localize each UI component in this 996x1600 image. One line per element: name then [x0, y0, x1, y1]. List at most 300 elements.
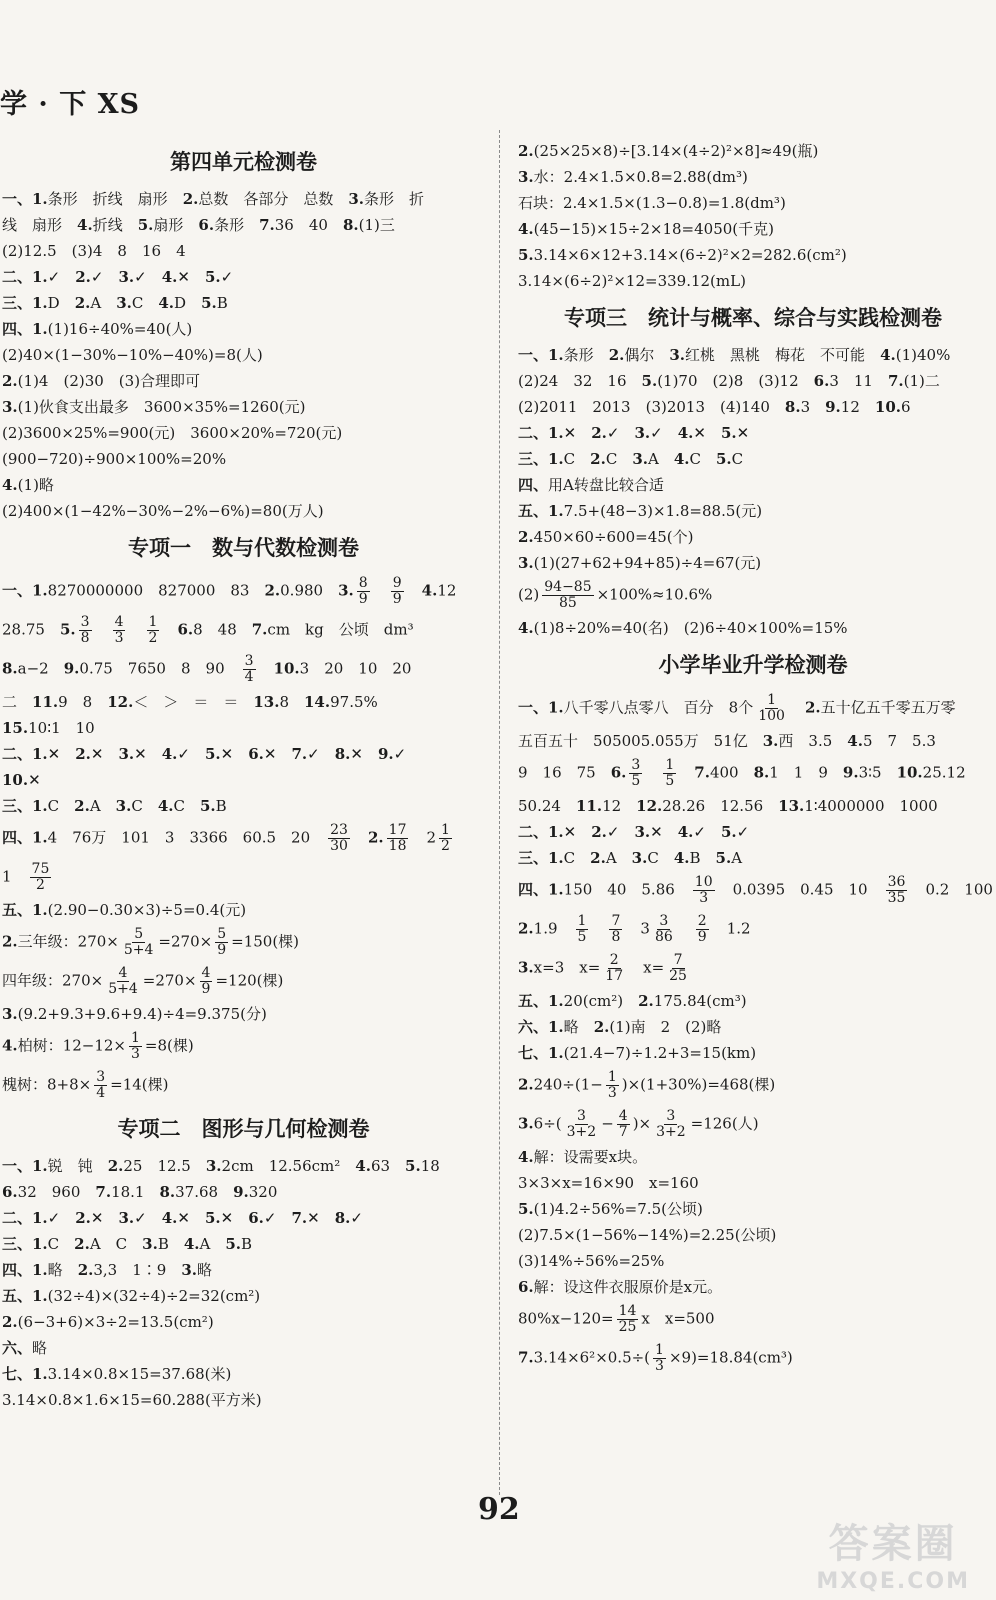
question-number: 三、1. [2, 294, 48, 312]
fraction [387, 823, 409, 854]
question-number: 7. [694, 763, 710, 782]
answer-line [2, 1387, 485, 1413]
answer-text: ×9)=18.84(cm³) [668, 1348, 793, 1367]
question-number: 11. [575, 797, 603, 815]
question-number: 8. [334, 1209, 351, 1227]
question-number: 5. [405, 1157, 421, 1175]
answer-text: =8(棵) [144, 1036, 194, 1055]
answer-text: (1)略 [17, 476, 54, 494]
answer-line [2, 498, 485, 524]
fraction [609, 914, 622, 945]
fraction [30, 862, 52, 893]
question-number: 2. [591, 823, 607, 841]
fraction [200, 966, 213, 997]
answer-line [518, 1014, 988, 1040]
answer-text: (2.90−0.30×3)÷5=0.4(元) [47, 901, 247, 919]
question-number: 4. [2, 1036, 18, 1055]
answer-line [2, 1001, 485, 1027]
fraction-denominator: 3+2 [566, 1124, 597, 1140]
answer-text: B [157, 1235, 184, 1253]
answer-text: 略 [47, 1261, 78, 1279]
fraction-numerator: 3 [666, 1108, 676, 1124]
fraction [79, 615, 92, 646]
fraction-numerator: 5 [217, 926, 227, 942]
answer-line [2, 715, 485, 741]
answer-text: 3 20 10 20 [299, 659, 412, 678]
answer-text: ✓ [606, 823, 635, 841]
answer-text: ✕ [693, 424, 721, 442]
answer-text [591, 920, 606, 938]
fraction-denominator: 7 [618, 1124, 628, 1140]
answer-text: 五百五十 505005.055万 51亿 [518, 732, 763, 750]
answer-text: C [689, 450, 716, 468]
answer-text [162, 621, 177, 639]
answer-text: 175.84(cm³) [653, 992, 747, 1010]
answer-text: 解：设这件衣服原价是x元。 [533, 1278, 723, 1296]
fraction-numerator: 8 [358, 575, 368, 591]
answer-text: D [47, 294, 75, 312]
answer-text: 略 [196, 1261, 212, 1279]
question-number: 5. [205, 268, 221, 286]
question-number: 2. [182, 190, 199, 208]
answer-text: (45−15)×15÷2×18=4050(千克) [533, 220, 774, 238]
answer-text [790, 699, 805, 717]
answer-text [259, 660, 274, 678]
answer-text: (1)二 [903, 372, 940, 390]
answer-line [2, 819, 485, 858]
answer-text: C [131, 797, 158, 815]
answer-text: ✕ [177, 268, 205, 286]
answer-text: 32 960 [17, 1183, 96, 1201]
answer-text: C [605, 450, 633, 468]
answer-text: ✓ [393, 745, 407, 763]
fraction-numerator: 9 [392, 575, 402, 591]
fraction [606, 1070, 619, 1101]
answer-line [518, 871, 993, 910]
question-number: 3. [2, 398, 18, 416]
question-number: 4. [518, 619, 534, 637]
answer-text: 1.2 [711, 919, 751, 938]
question-number: 8. [2, 659, 18, 678]
fraction [886, 875, 908, 906]
fraction [654, 1109, 688, 1140]
answer-line [2, 472, 485, 498]
question-number: 3. [115, 797, 132, 815]
answer-text: ✕ [307, 1209, 335, 1227]
fraction-denominator: 3 [114, 630, 124, 646]
question-number: 2. [518, 528, 534, 546]
question-number: 4. [518, 220, 534, 238]
fraction [667, 953, 689, 984]
fraction-numerator: 5 [134, 926, 144, 942]
answer-text: 80%x−120= [518, 1309, 614, 1328]
fraction [653, 1343, 666, 1374]
answer-line [518, 498, 988, 524]
answer-text: 三年级：270× [17, 932, 119, 951]
fraction-numerator: 3 [244, 653, 254, 669]
answer-text: ✓ [220, 268, 234, 286]
answer-line [2, 897, 485, 923]
question-number: 3. [632, 450, 648, 468]
answer-text: 37.68 [175, 1183, 234, 1201]
answer-text: 柏树：12−12× [17, 1036, 126, 1055]
question-number: 五、1. [2, 901, 48, 919]
question-number: 8. [753, 763, 770, 782]
answer-text: (1)40% [895, 346, 951, 364]
fraction-denominator: 3+2 [656, 1124, 686, 1140]
fraction [617, 1304, 639, 1335]
fraction-denominator: 2 [36, 877, 45, 893]
answer-text: (2)400×(1−42%−30%−2%−6%)=80(万人) [2, 502, 324, 520]
fraction-numerator: 4 [118, 965, 128, 981]
question-number: 2. [518, 1075, 534, 1094]
fraction [215, 927, 228, 958]
answer-text: 3 11 [829, 372, 888, 390]
answer-text: x= [628, 958, 665, 977]
fraction-denominator: 9 [697, 929, 707, 945]
question-number: 3. [142, 1235, 158, 1253]
answer-text: C [47, 1235, 75, 1253]
answer-text: =270× [142, 971, 197, 990]
answer-text: 50.24 [518, 797, 576, 815]
answer-text: 400 [709, 763, 754, 782]
answer-line [518, 446, 988, 472]
answer-text: 略 [32, 1339, 48, 1357]
question-number: 9. [63, 659, 80, 678]
answer-text: ✕ [177, 1209, 205, 1227]
answer-text: 3 [800, 398, 826, 416]
answer-text: 12 [602, 797, 637, 815]
fraction-denominator: 85 [559, 595, 577, 611]
question-number: 6. [813, 372, 830, 390]
question-number: 6. [610, 763, 627, 782]
fraction [122, 927, 156, 958]
question-number: 3. [518, 554, 534, 572]
answer-text: ✕ [650, 823, 678, 841]
fraction-denominator: 5+4 [123, 942, 154, 958]
answer-line [2, 212, 485, 238]
answer-line [2, 420, 485, 446]
question-number: 3. [338, 581, 354, 600]
answer-line [518, 728, 988, 754]
question-number: 3. [518, 1114, 534, 1133]
question-number: 5. [518, 1200, 534, 1218]
fraction-denominator: 17 [605, 968, 624, 984]
question-number: 2. [804, 698, 821, 717]
answer-line [2, 316, 485, 342]
fraction-denominator: 3 [607, 1085, 617, 1101]
answer-text: (900−720)÷900×100%=20% [2, 450, 227, 468]
question-number: 12. [107, 693, 134, 711]
question-number: 3. [118, 1209, 135, 1227]
fraction-numerator: 2 [697, 913, 707, 929]
question-number: 3. [118, 745, 135, 763]
question-number: 一、1. [518, 346, 564, 364]
question-number: 2. [518, 142, 534, 160]
answer-text: 3.14×0.8×15=37.68(米) [47, 1365, 232, 1383]
answer-text: (9.2+9.3+9.6+9.4)÷4=9.375(分) [17, 1005, 267, 1023]
answer-text: 用A转盘比较合适 [548, 476, 664, 494]
answer-line [2, 1205, 485, 1231]
fraction-numerator: 94−85 [544, 579, 592, 595]
answer-text: 28.75 [2, 620, 60, 639]
question-number: 2. [77, 1261, 94, 1279]
question-number: 4. [673, 450, 690, 468]
answer-text: 3×3×x=16×90 x=160 [518, 1174, 699, 1192]
question-number: 10. [874, 398, 901, 416]
question-number: 七、1. [2, 1365, 48, 1383]
question-number: 4. [161, 745, 178, 763]
answer-text [678, 920, 693, 938]
answer-text: 线 扇形 [2, 216, 78, 234]
question-number: 4. [77, 216, 93, 234]
answer-line [518, 576, 988, 615]
answer-text: ✓ [606, 424, 635, 442]
answer-text: 150 40 5.86 [563, 880, 690, 899]
answer-text: (2) [518, 585, 540, 604]
question-number: 3. [669, 346, 686, 364]
fraction-denominator: 100 [758, 708, 785, 724]
question-number: 4. [161, 268, 178, 286]
question-number: 5. [199, 797, 216, 815]
answer-text: 9 16 75 [518, 763, 611, 782]
question-number: 4. [157, 797, 174, 815]
answer-text: ✕ [736, 424, 750, 442]
answer-line [518, 1170, 988, 1196]
fraction-denominator: 30 [330, 838, 348, 854]
fraction [756, 693, 787, 724]
answer-text: ✓ [47, 268, 76, 286]
question-number: 5. [715, 450, 732, 468]
watermark-logo [816, 1512, 970, 1594]
answer-text: 1.9 [533, 919, 573, 938]
question-number: 5. [201, 294, 217, 312]
question-number: 12. [636, 797, 663, 815]
page-number: 92 [478, 1492, 520, 1527]
answer-text: B [689, 849, 716, 867]
answer-text: =126(人) [690, 1114, 759, 1133]
answer-line [2, 962, 485, 1001]
answer-line [2, 793, 485, 819]
fraction-numerator: 7 [611, 913, 621, 929]
answer-text: 1 1 9 [769, 763, 843, 782]
question-number: 2. [591, 424, 607, 442]
answer-text: =150(棵) [231, 932, 300, 951]
question-number: 2. [74, 294, 91, 312]
answer-line [2, 650, 485, 689]
fraction [693, 875, 715, 906]
answer-text: ✓ [134, 1209, 162, 1227]
answer-text: ✓ [177, 745, 205, 763]
answer-line [518, 845, 988, 871]
answer-text: ✕ [220, 1209, 249, 1227]
answer-text: 四年级：270× [2, 971, 104, 990]
question-number: 四、 [518, 476, 549, 494]
answer-text: 略 [563, 1018, 594, 1036]
question-number: 10. [2, 771, 29, 789]
fraction-numerator: 75 [31, 861, 50, 877]
fraction-numerator: 14 [618, 1303, 637, 1319]
fraction-numerator: 36 [887, 874, 906, 890]
fraction-denominator: 35 [887, 890, 906, 906]
question-number: 3. [2, 1005, 18, 1023]
answer-line [518, 342, 988, 368]
fraction-denominator: 3 [130, 1046, 140, 1062]
answer-text: (1)16÷40%=40(人) [47, 320, 193, 338]
answer-line [2, 1283, 485, 1309]
fraction-denominator: 8 [611, 929, 621, 945]
question-number: 13. [778, 797, 805, 815]
fraction-numerator: 17 [388, 822, 407, 838]
answer-line [2, 1027, 485, 1066]
question-number: 3. [205, 1157, 222, 1175]
answer-line [518, 216, 988, 242]
question-number: 4. [880, 346, 896, 364]
fraction-denominator: 9 [358, 591, 368, 607]
answer-line [2, 858, 485, 897]
fraction-numerator: 7 [673, 952, 683, 968]
answer-text: 25.12 [922, 763, 966, 782]
question-number: 3. [118, 268, 135, 286]
fraction [663, 758, 676, 789]
answer-line [2, 1335, 485, 1361]
answer-line [2, 342, 485, 368]
answer-line [2, 741, 485, 767]
answer-text: 20(cm²) [563, 992, 639, 1010]
fraction [328, 823, 350, 854]
answer-line [518, 190, 988, 216]
question-number: 3. [634, 823, 651, 841]
answer-text [679, 764, 694, 782]
question-number: 15. [2, 719, 29, 737]
answer-text: 3,3 1∶9 [93, 1261, 182, 1279]
question-number: 5. [205, 745, 221, 763]
answer-text: 条形 折 [364, 190, 425, 208]
answer-text: ×100%≈10.6% [596, 585, 713, 604]
answer-line [518, 242, 988, 268]
question-number: 5. [721, 424, 737, 442]
question-number: 7. [95, 1183, 112, 1201]
fraction-denominator: 5 [665, 773, 675, 789]
question-number: 4. [421, 581, 438, 600]
answer-line [518, 988, 988, 1014]
fraction-numerator: 4 [201, 965, 211, 981]
fraction-numerator: 3 [659, 913, 669, 929]
fraction-numerator: 1 [767, 692, 777, 708]
question-number: 2. [2, 932, 18, 951]
answer-text: ✕ [90, 745, 119, 763]
fraction-numerator: 3 [631, 757, 641, 773]
answer-text: 1∶4000000 1000 [804, 797, 938, 815]
fraction-numerator: 1 [148, 614, 158, 630]
fraction [629, 758, 642, 789]
answer-line [518, 138, 988, 164]
question-number: 5. [225, 1235, 242, 1253]
question-number: 6. [198, 216, 215, 234]
answer-line [2, 1179, 485, 1205]
answer-text: ✕ [563, 424, 592, 442]
answer-text: 10∶1 10 [28, 719, 95, 737]
answer-text [353, 829, 368, 847]
answer-text: x=3 x= [533, 958, 601, 977]
answer-text: 4 76万 101 3 3366 60.5 20 [47, 828, 326, 847]
answer-line [518, 910, 988, 949]
answer-text: (32÷4)×(32÷4)÷2=32(cm²) [47, 1287, 261, 1305]
answer-line [518, 1066, 988, 1105]
question-number: 7. [259, 216, 275, 234]
answer-text: D [174, 294, 202, 312]
question-number: 8. [159, 1183, 176, 1201]
answer-text: 条形 [214, 216, 260, 234]
question-number: 3. [762, 732, 779, 750]
answer-text: A [731, 849, 743, 867]
fraction-numerator: 23 [330, 822, 348, 838]
answer-line [518, 420, 988, 446]
answer-text: 解：设需要x块。 [533, 1148, 648, 1166]
fraction [106, 966, 140, 997]
answer-text: 12 [840, 398, 875, 416]
answer-text: (6−3+6)×3÷2=13.5(cm²) [17, 1313, 214, 1331]
fraction-numerator: 3 [576, 1108, 586, 1124]
question-number: 6. [177, 620, 194, 639]
answer-text: (3)14%÷56%=25% [518, 1252, 665, 1270]
answer-text: 7.5+(48−3)×1.8=88.5(元) [563, 502, 763, 520]
answer-text: 0.75 7650 8 90 [79, 659, 240, 678]
answer-line [518, 1300, 988, 1339]
answer-text: ✓ [650, 424, 678, 442]
answer-line [2, 611, 485, 650]
answer-text [407, 582, 422, 600]
fraction [113, 615, 126, 646]
question-number: 10. [896, 763, 923, 782]
question-number: 8. [784, 398, 801, 416]
answer-text: 25 12.5 [123, 1157, 206, 1175]
answer-line [518, 754, 988, 793]
question-number: 二、1. [2, 745, 48, 763]
answer-line [2, 1361, 485, 1387]
answer-text: 3.14×0.8×1.6×15=60.288(平方米) [2, 1391, 262, 1409]
answer-text: A [647, 450, 674, 468]
answer-text: 18.1 [111, 1183, 160, 1201]
answer-text: 8 [279, 693, 304, 711]
answer-text: 条形 折线 扇形 [47, 190, 183, 208]
answer-text: 3 [625, 919, 650, 938]
fraction-denominator: 8 [80, 630, 90, 646]
question-number: 2. [518, 919, 534, 938]
fraction [439, 823, 452, 854]
question-number: 6. [248, 745, 264, 763]
answer-text: (2)3600×25%=900(元) 3600×20%=720(元) [2, 424, 343, 442]
answer-text: ＜ ＞ ＝ ＝ [133, 693, 254, 711]
question-number: 2. [638, 992, 654, 1010]
answer-text: 2 [411, 828, 437, 847]
answer-text [95, 621, 110, 639]
answer-text: =14(棵) [110, 1075, 169, 1094]
fraction-denominator: 3 [655, 1358, 664, 1374]
answer-line [518, 949, 988, 988]
answer-line [2, 1066, 485, 1105]
question-number: 10. [273, 659, 300, 678]
question-number: 7. [518, 1348, 534, 1367]
watermark-line2: MXQE.COM [816, 1569, 970, 1594]
fraction-numerator: 1 [607, 1069, 617, 1085]
answer-text: − [601, 1114, 614, 1133]
answer-text: A [89, 797, 116, 815]
question-number: 4. [677, 823, 694, 841]
question-number: 三、1. [2, 797, 48, 815]
answer-text: 二 [2, 693, 33, 711]
answer-text: 63 [370, 1157, 406, 1175]
